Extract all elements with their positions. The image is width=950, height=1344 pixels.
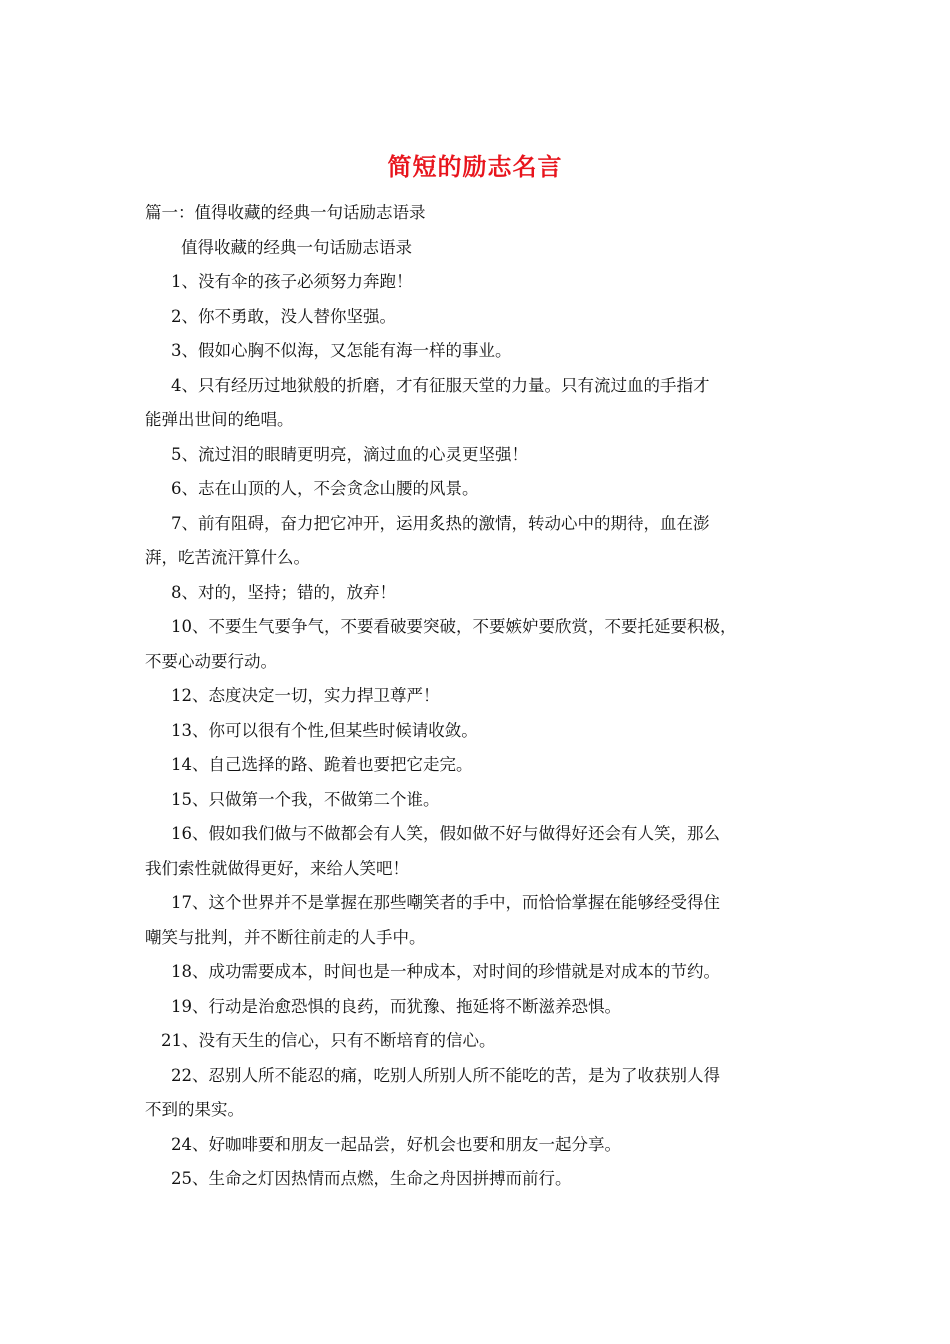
quote-line: 3、假如心胸不似海，又怎能有海一样的事业。 xyxy=(171,341,512,360)
quote-line: 19、行动是治愈恐惧的良药，而犹豫、拖延将不断滋养恐惧。 xyxy=(171,996,621,1016)
quote-line: 我们索性就做得更好，来给人笑吧！ xyxy=(145,858,409,878)
quote-line: 13、你可以很有个性,但某些时候请收敛。 xyxy=(171,720,478,740)
quote-line: 12、态度决定一切，实力捍卫尊严！ xyxy=(171,686,440,705)
section-heading: 篇一：值得收藏的经典一句话励志语录 xyxy=(145,203,426,222)
quote-line: 6、志在山顶的人，不会贪念山腰的风景。 xyxy=(171,479,479,498)
quote-line: 18、成功需要成本，时间也是一种成本，对时间的珍惜就是对成本的节约。 xyxy=(171,962,720,981)
quote-line: 不要心动要行动。 xyxy=(145,651,277,671)
quote-line: 2、你不勇敢，没人替你坚强。 xyxy=(171,306,396,326)
quote-line: 25、生命之灯因热情而点燃，生命之舟因拼搏而前行。 xyxy=(171,1169,572,1188)
quote-line: 14、自己选择的路、跪着也要把它走完。 xyxy=(171,755,473,774)
quote-line: 15、只做第一个我，不做第二个谁。 xyxy=(171,789,440,809)
quote-line: 16、假如我们做与不做都会有人笑，假如做不好与做得好还会有人笑，那么 xyxy=(171,824,720,843)
document-body xyxy=(145,196,825,1197)
quote-line: 24、好咖啡要和朋友一起品尝，好机会也要和朋友一起分享。 xyxy=(171,1134,621,1154)
quote-line: 4、只有经历过地狱般的折磨，才有征服天堂的力量。只有流过血的手指才 xyxy=(171,375,710,395)
quote-line: 湃，吃苦流汗算什么。 xyxy=(145,548,310,567)
quote-line: 21、没有天生的信心，只有不断培育的信心。 xyxy=(161,1031,496,1050)
quote-line: 1、没有伞的孩子必须努力奔跑！ xyxy=(171,272,413,291)
quote-line: 22、忍别人所不能忍的痛，吃别人所别人所不能吃的苦，是为了收获别人得 xyxy=(171,1065,720,1085)
quote-line: 7、前有阻碍，奋力把它冲开，运用炙热的激情，转动心中的期待，血在澎 xyxy=(171,513,710,533)
document-title: 简短的励志名言 xyxy=(387,152,563,181)
section-subheading: 值得收藏的经典一句话励志语录 xyxy=(181,237,412,257)
quote-line: 8、对的，坚持；错的，放弃！ xyxy=(171,582,396,602)
quote-line: 能弹出世间的绝唱。 xyxy=(145,410,294,429)
quote-line: 5、流过泪的眼睛更明亮，滴过血的心灵更坚强！ xyxy=(171,444,528,464)
quote-line: 10、不要生气要争气，不要看破要突破，不要嫉妒要欣赏，不要托延要积极， xyxy=(171,617,737,636)
quote-line: 不到的果实。 xyxy=(145,1100,244,1119)
quote-line: 17、这个世界并不是掌握在那些嘲笑者的手中，而恰恰掌握在能够经受得住 xyxy=(171,893,720,912)
quote-line: 嘲笑与批判，并不断往前走的人手中。 xyxy=(145,927,426,947)
